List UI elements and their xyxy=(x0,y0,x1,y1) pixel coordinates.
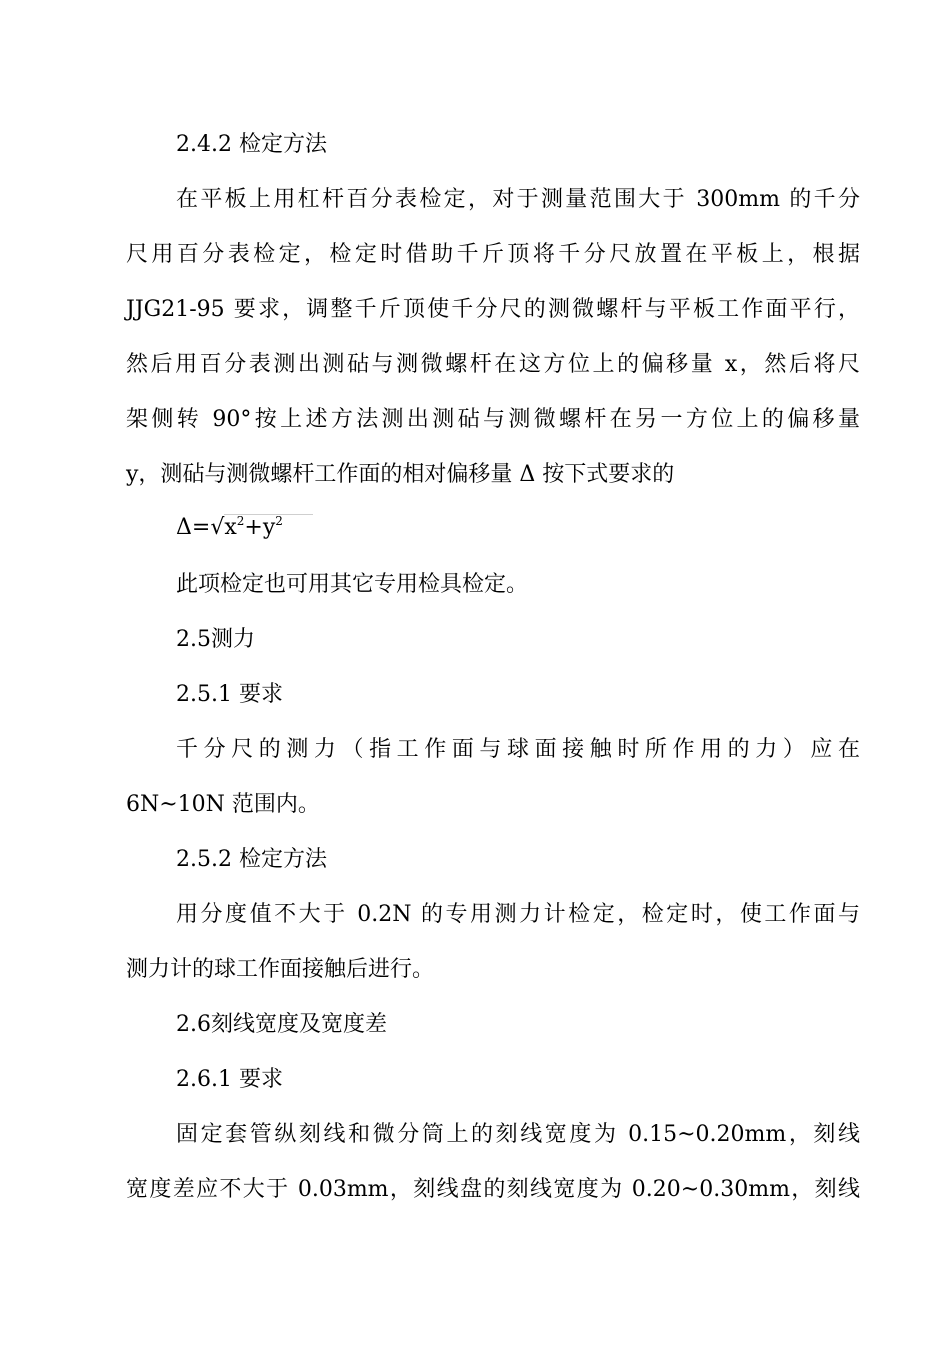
formula-plus-y: +y xyxy=(244,515,276,540)
paragraph-line: 在平板上用杠杆百分表检定，对于测量范围大于 300mm 的千分 xyxy=(176,187,860,212)
section-heading-2-5-1: 2.5.1 要求 xyxy=(176,682,283,707)
paragraph-line: JJG21-95 要求，调整千斤顶使千分尺的测微螺杆与平板工作面平行， xyxy=(126,297,860,322)
formula-radicand xyxy=(224,514,313,540)
paragraph-line: 固定套管纵刻线和微分筒上的刻线宽度为 0.15~0.20mm，刻线 xyxy=(176,1122,860,1147)
paragraph-line: 宽度差应不大于 0.03mm，刻线盘的刻线宽度为 0.20~0.30mm，刻线 xyxy=(126,1177,860,1202)
section-heading-2-6: 2.6刻线宽度及宽度差 xyxy=(176,1012,387,1037)
formula-exponent-y: 2 xyxy=(275,514,283,528)
paragraph-line: 千分尺的测力（指工作面与球面接触时所作用的力）应在 xyxy=(176,737,860,762)
paragraph-line: 然后用百分表测出测砧与测微螺杆在这方位上的偏移量 x，然后将尺 xyxy=(126,352,860,377)
section-heading-2-5: 2.5测力 xyxy=(176,627,255,652)
paragraph-line: 此项检定也可用其它专用检具检定。 xyxy=(176,572,529,597)
formula-x: x xyxy=(224,515,237,540)
paragraph-line: y，测砧与测微螺杆工作面的相对偏移量 Δ 按下式要求的 xyxy=(126,462,675,487)
offset-formula xyxy=(176,513,313,543)
formula-exponent-x: 2 xyxy=(236,514,245,528)
paragraph-line: 测力计的球工作面接触后进行。 xyxy=(126,957,435,982)
section-heading-2-6-1: 2.6.1 要求 xyxy=(176,1067,283,1092)
paragraph-line: 6N~10N 范围内。 xyxy=(126,792,320,817)
paragraph-line: 用分度值不大于 0.2N 的专用测力计检定，检定时，使工作面与 xyxy=(176,902,860,927)
section-heading-2-5-2: 2.5.2 检定方法 xyxy=(176,847,327,872)
formula-lhs: Δ=√ xyxy=(176,515,225,540)
paragraph-line: 架侧转 90°按上述方法测出测砧与测微螺杆在另一方位上的偏移量 xyxy=(126,407,860,432)
section-heading-2-4-2: 2.4.2 检定方法 xyxy=(176,132,327,157)
paragraph-line: 尺用百分表检定，检定时借助千斤顶将千分尺放置在平板上，根据 xyxy=(126,242,860,267)
